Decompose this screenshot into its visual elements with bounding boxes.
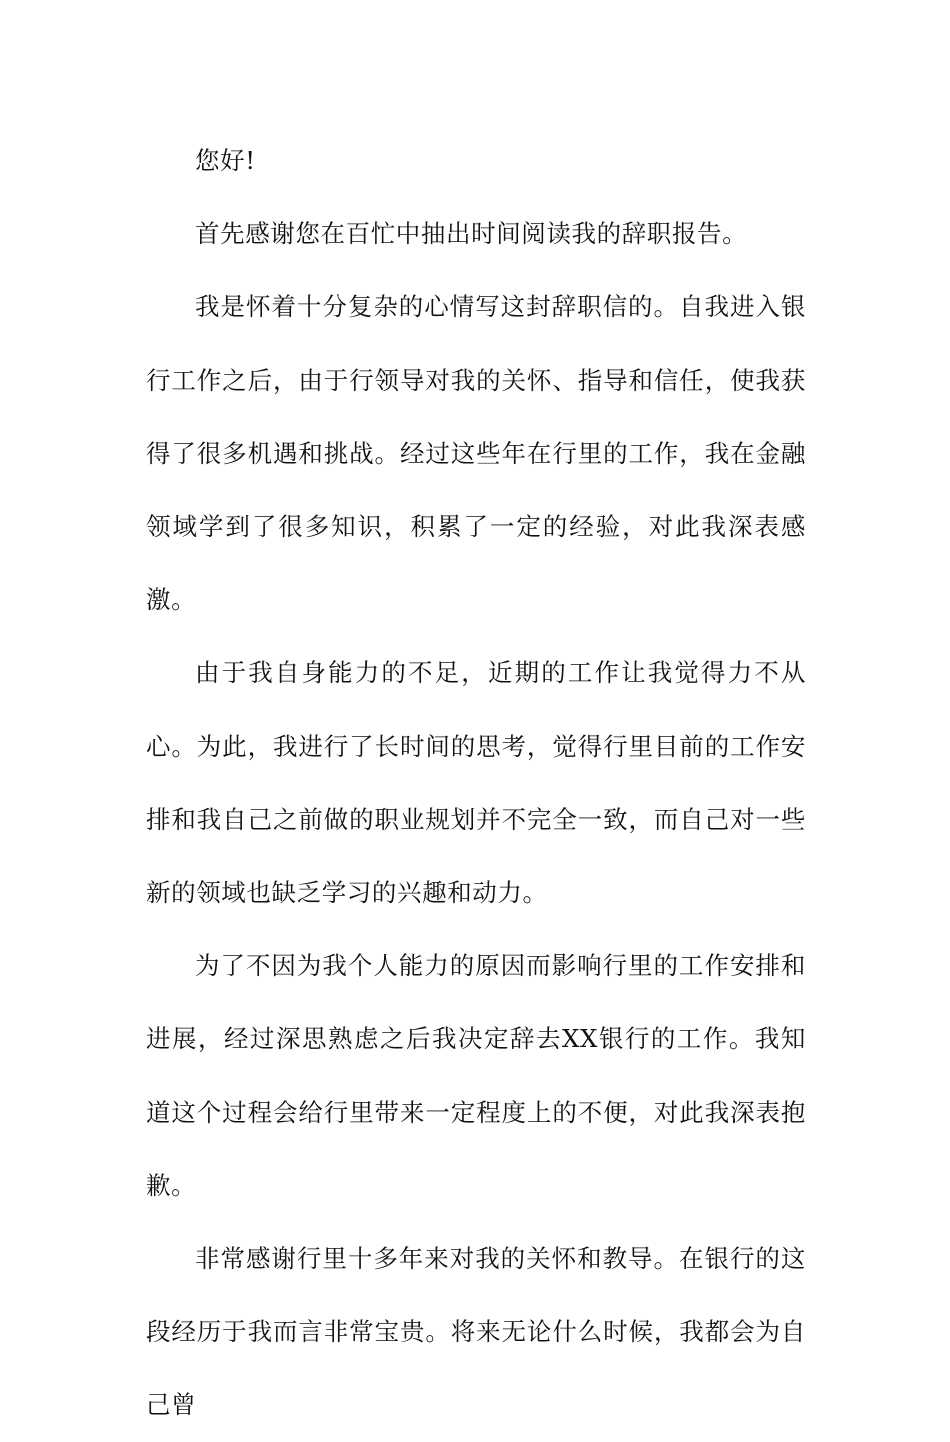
paragraph-thanks: 首先感谢您在百忙中抽出时间阅读我的辞职报告。 xyxy=(195,219,748,249)
paragraph-background: 我是怀着十分复杂的心情写这封辞职信的。自我进入银行工作之后，由于行领导对我的关怀、指导和信任，使我获得了很多机遇和挑战。经过这些年在行里的工作，我在金融领域学到了很多知识，积累了一定的经验，对此我深表感激。 xyxy=(146,292,806,615)
paragraph-gratitude: 非常感谢行里十多年来对我的关怀和教导。在银行的这段经历于我而言非常宝贵。将来无论什么时候，我都会为自己曾 xyxy=(146,1244,806,1420)
paragraph-decision: 为了不因为我个人能力的原因而影响行里的工作安排和进展，经过深思熟虑之后我决定辞去XX银行的工作。我知道这个过程会给行里带来一定程度上的不便，对此我深表抱歉。 xyxy=(146,951,806,1200)
greeting: 您好! xyxy=(195,146,256,175)
paragraph-reason: 由于我自身能力的不足，近期的工作让我觉得力不从心。为此，我进行了长时间的思考，觉得行里目前的工作安排和我自己之前做的职业规划并不完全一致，而自己对一些新的领域也缺乏学习的兴趣和动力。 xyxy=(146,658,806,908)
letter-body xyxy=(146,124,806,1442)
